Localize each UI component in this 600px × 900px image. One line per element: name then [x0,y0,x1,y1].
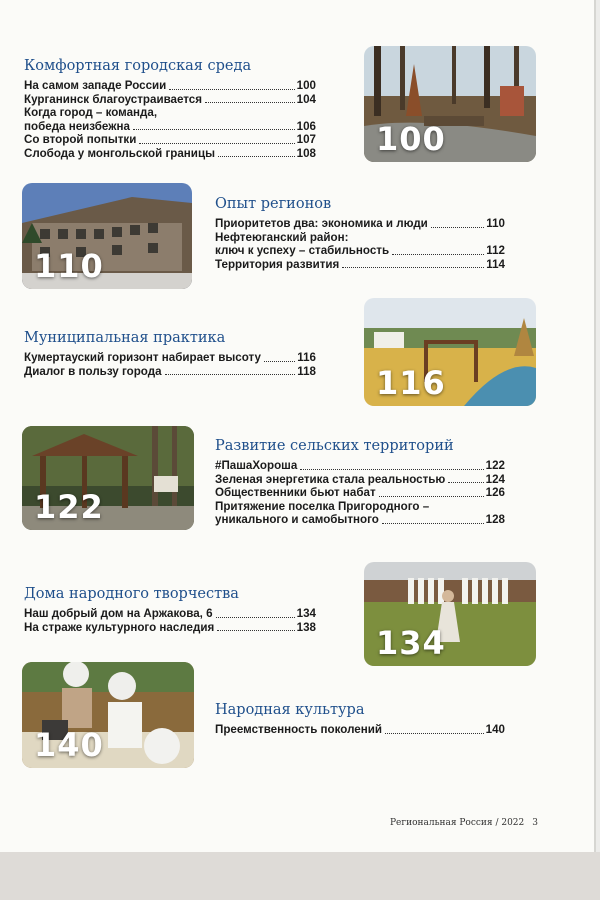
toc-entry-lead[interactable]: Нефтеюганский район: [215,230,349,244]
photo-page-number: 140 [34,726,104,764]
toc-entry[interactable]: Со второй попытки 107 [24,133,316,146]
toc-section-folk-culture [215,702,505,737]
page-number: 3 [532,818,538,828]
toc-entry[interactable]: Слобода у монгольской границы 108 [24,146,316,160]
toc-entry[interactable]: На страже культурного наследия 138 [24,620,316,634]
photo-page-number: 134 [376,624,446,662]
toc-entry[interactable]: победа неизбежна 106 [24,119,316,133]
toc-entry[interactable]: Общественники бьют набат 126 [215,486,505,499]
toc-entry[interactable]: Приоритетов два: экономика и люди 110 [215,217,505,230]
section-title: Народная культура [215,702,365,718]
section-title: Комфортная городская среда [24,58,252,74]
toc-entry[interactable]: Наш добрый дом на Аржакова, 6 134 [24,607,316,620]
page-edge [0,852,600,900]
toc-section-municipal [24,330,316,378]
photo-playground-116 [364,298,536,406]
toc-section-urban [24,58,316,160]
page-footer [390,818,538,828]
toc-entry-lead[interactable]: Притяжение поселка Пригородного – [215,499,430,513]
photo-park-100 [364,46,536,162]
section-title: Муниципальная практика [24,330,226,346]
toc-entry[interactable]: На самом западе России 100 [24,79,316,92]
toc-section-rural [215,438,505,527]
section-title: Опыт регионов [215,196,332,212]
toc-entry[interactable]: Преемственность поколений 140 [215,723,505,736]
photo-page-number: 116 [376,364,446,402]
toc-entry[interactable]: Диалог в пользу города 118 [24,364,316,378]
photo-page-number: 122 [34,488,104,526]
toc-section-regions [215,196,505,271]
photo-building-110 [22,183,192,289]
toc-entry[interactable]: Территория развития 114 [215,257,505,271]
magazine-name: Региональная Россия / 2022 [389,818,525,828]
toc-entry[interactable]: Курганинск благоустраивается 104 [24,92,316,106]
toc-entry[interactable]: уникального и самобытного 128 [215,513,505,526]
toc-entry[interactable]: Кумертауский горизонт набирает высоту 116 [24,351,316,364]
photo-performance-134 [364,562,536,666]
toc-entry[interactable]: Зеленая энергетика стала реальностью 124 [215,472,505,486]
toc-section-folk-houses [24,586,316,634]
section-title: Дома народного творчества [24,586,239,602]
photo-page-number: 100 [376,120,446,158]
toc-entry[interactable]: #ПашаХороша 122 [215,459,505,472]
toc-entry-lead[interactable]: Когда город – команда, [24,106,158,119]
photo-gazebo-122 [22,426,194,530]
toc-entry[interactable]: ключ к успеху – стабильность 112 [215,244,505,257]
photo-cooks-140 [22,662,194,768]
section-title: Развитие сельских территорий [215,438,454,454]
photo-page-number: 110 [34,247,104,285]
